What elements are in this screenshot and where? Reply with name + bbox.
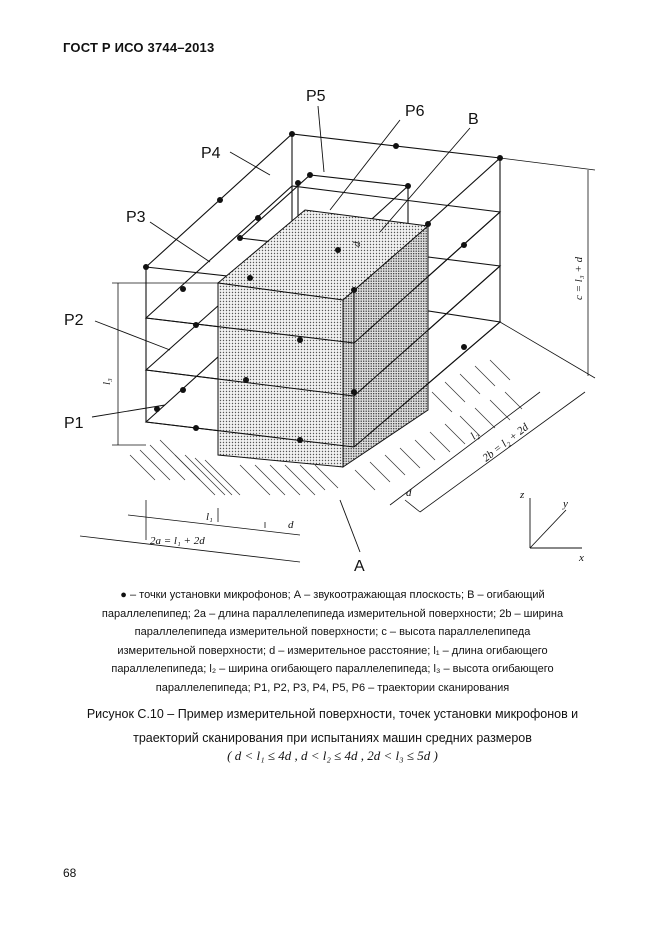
legend-line: параллелепипеда измерительной поверхности; c – высота параллелепипеда (134, 626, 531, 639)
dim-l3: l₃ (101, 378, 113, 385)
dim-2b: 2b = l₂ + 2d (480, 421, 531, 465)
label-p5: P5 (306, 88, 326, 105)
label-p1: P1 (64, 415, 84, 432)
figure-legend (60, 586, 605, 698)
axis-y-label: y (563, 498, 568, 510)
legend-line: параллелепипеда; P1, P2, P3, P4, P5, P6 – траектории сканирования (155, 681, 510, 694)
axis-x-label: x (579, 552, 584, 564)
dim-l1: l₁ (206, 511, 213, 523)
dim-d-front: d (288, 519, 294, 531)
legend-line: параллелепипед; 2a – длина параллелепипеда измерительной поверхности; 2b – ширина (101, 607, 564, 620)
axis-z-label: z (520, 489, 525, 501)
dim-l2: l₂ (468, 428, 482, 443)
label-b: B (468, 111, 479, 128)
document-header: ГОСТ Р ИСО 3744–2013 (63, 40, 215, 55)
label-p2: P2 (64, 312, 84, 329)
label-a: A (354, 558, 365, 575)
label-p4: P4 (201, 145, 221, 162)
label-p3: P3 (126, 209, 146, 226)
figure-caption (60, 702, 605, 750)
coordinate-axes (530, 498, 582, 548)
condition-formula: ( d < l₁ ≤ 4d , d < l₂ ≤ 4d , 2d < l₃ ≤ 5d ) (227, 748, 438, 763)
dim-d-right: d (406, 487, 412, 499)
label-p6: P6 (405, 103, 425, 120)
legend-line: измерительной поверхности; d – измерительное расстояние; l₁ – длина огибающего (117, 644, 548, 657)
dim-c: c = l₃ + d (573, 256, 585, 300)
caption-line: траекторий сканирования при испытаниях машин средних размеров (133, 731, 532, 745)
dim-d-top: d (351, 241, 363, 247)
legend-line: параллелепипеда; l₂ – ширина огибающего параллелепипеда; l₃ – высота огибающего (111, 663, 554, 676)
caption-line: Рисунок С.10 – Пример измерительной поверхности, точек установки микрофонов и (86, 707, 579, 721)
dim-2a: 2a = l₁ + 2d (150, 535, 205, 547)
enclosing-box-front (218, 283, 343, 467)
page-number: 68 (63, 866, 77, 880)
legend-line: ● – точки установки микрофонов; А – звукоотражающая плоскость; В – огибающий (120, 589, 545, 601)
